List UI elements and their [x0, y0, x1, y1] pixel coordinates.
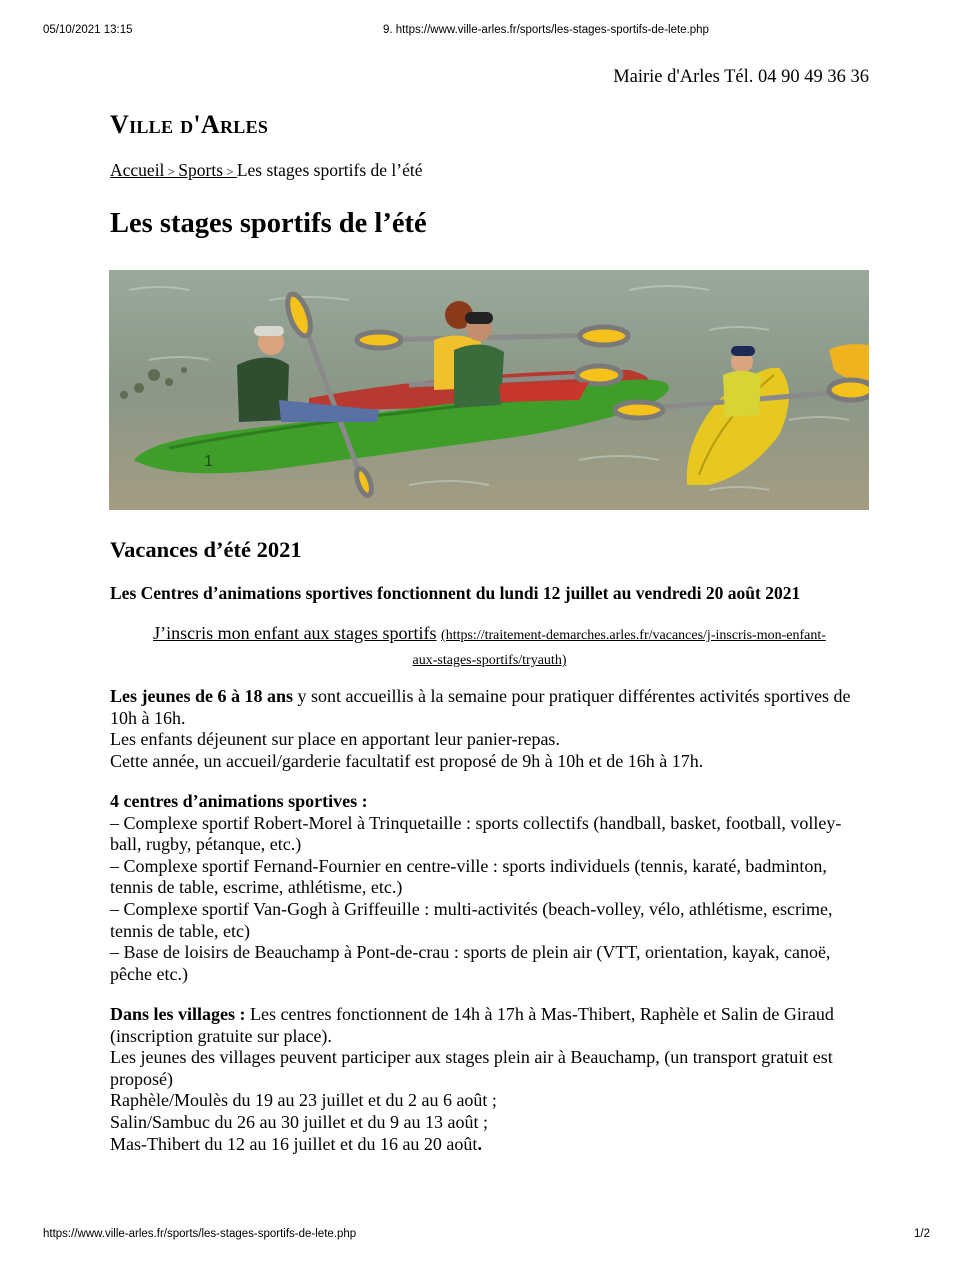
breadcrumb-separator: >	[164, 164, 179, 179]
villages-paragraph	[110, 1004, 870, 1155]
signup-url-line2[interactable]: aux-stages-sportifs/tryauth)	[412, 653, 567, 668]
centre-item: – Complexe sportif Fernand-Fournier en centre-ville : sports individuels (tennis, karaté, badminton, tennis de table, escrime, athlétisme, etc.)	[110, 855, 827, 898]
centre-item: – Complexe sportif Robert-Morel à Trinquetaille : sports collectifs (handball, basket, football, volley-ball, rugby, pétanque, etc.)	[110, 812, 842, 855]
village-schedule: Mas-Thibert du 12 au 16 juillet et du 16 au 20 août	[110, 1133, 478, 1154]
final-dot: .	[477, 1133, 482, 1154]
centres-paragraph	[110, 791, 870, 985]
centre-item: – Complexe sportif Van-Gogh à Griffeuille : multi-activités (beach-volley, vélo, athlétisme, escrime, tennis de table, etc)	[110, 898, 833, 941]
village-schedule: Raphèle/Moulès du 19 au 23 juillet et du 2 au 6 août ;	[110, 1090, 497, 1111]
signup-url-line1[interactable]: (https://traitement-demarches.arles.fr/vacances/j-inscris-mon-enfant-	[441, 628, 826, 643]
youth-bold: Les jeunes de 6 à 18 ans	[110, 686, 294, 706]
print-page-number: 1/2	[914, 1228, 930, 1240]
hero-photo-kayaks	[109, 270, 869, 510]
village-schedule: Salin/Sambuc du 26 au 30 juillet et du 9 au 13 août ;	[110, 1111, 488, 1132]
breadcrumb-current: Les stages sportifs de l’été	[236, 160, 423, 180]
breadcrumb-sports-label: Sports	[178, 160, 223, 180]
youth-daycare: Cette année, un accueil/garderie facultatif est proposé de 9h à 10h et de 16h à 17h.	[110, 750, 704, 771]
youth-paragraph	[110, 686, 870, 772]
dates-line: Les Centres d’animations sportives fonctionnent du lundi 12 juillet au vendredi 20 août 2021	[110, 583, 801, 603]
centres-heading: 4 centres d’animations sportives :	[110, 791, 368, 811]
section-title: Vacances d’été 2021	[110, 537, 302, 562]
site-title[interactable]: Ville d'Arles	[110, 110, 269, 139]
print-datetime: 05/10/2021 13:15	[43, 24, 133, 36]
breadcrumb-separator: >	[223, 164, 237, 179]
signup-link[interactable]: J’inscris mon enfant aux stages sportifs	[153, 623, 437, 643]
centre-item: – Base de loisirs de Beauchamp à Pont-de-crau : sports de plein air (VTT, orientation, kayak, canoë, pêche etc.)	[110, 942, 831, 984]
print-footer-url: https://www.ville-arles.fr/sports/les-stages-sportifs-de-lete.php	[43, 1228, 357, 1240]
kayak-number: 1	[204, 453, 213, 470]
contact-phone: Mairie d'Arles Tél. 04 90 49 36 36	[613, 67, 869, 87]
breadcrumb-home-label: Accueil	[110, 160, 165, 180]
villages-text: Les centres fonctionnent de 14h à 17h à Mas-Thibert, Raphèle et Salin de Giraud (inscription gratuite sur place).	[110, 1004, 834, 1046]
print-page-title: 9. https://www.ville-arles.fr/sports/les-stages-sportifs-de-lete.php	[383, 24, 709, 36]
page-title: Les stages sportifs de l’été	[110, 208, 427, 239]
breadcrumb-sports-link[interactable]	[178, 160, 237, 180]
villages-bold: Dans les villages :	[110, 1004, 246, 1024]
youth-text: y sont accueillis à la semaine pour pratiquer différentes activités sportives de 10h à 16h.	[110, 686, 851, 728]
breadcrumb	[110, 160, 422, 181]
breadcrumb-home-link[interactable]	[110, 160, 178, 180]
youth-lunch: Les enfants déjeunent sur place en apportant leur panier-repas.	[110, 729, 560, 750]
villages-transport: Les jeunes des villages peuvent participer aux stages plein air à Beauchamp, (un transport gratuit est proposé)	[110, 1047, 833, 1089]
signup-block	[110, 622, 869, 672]
